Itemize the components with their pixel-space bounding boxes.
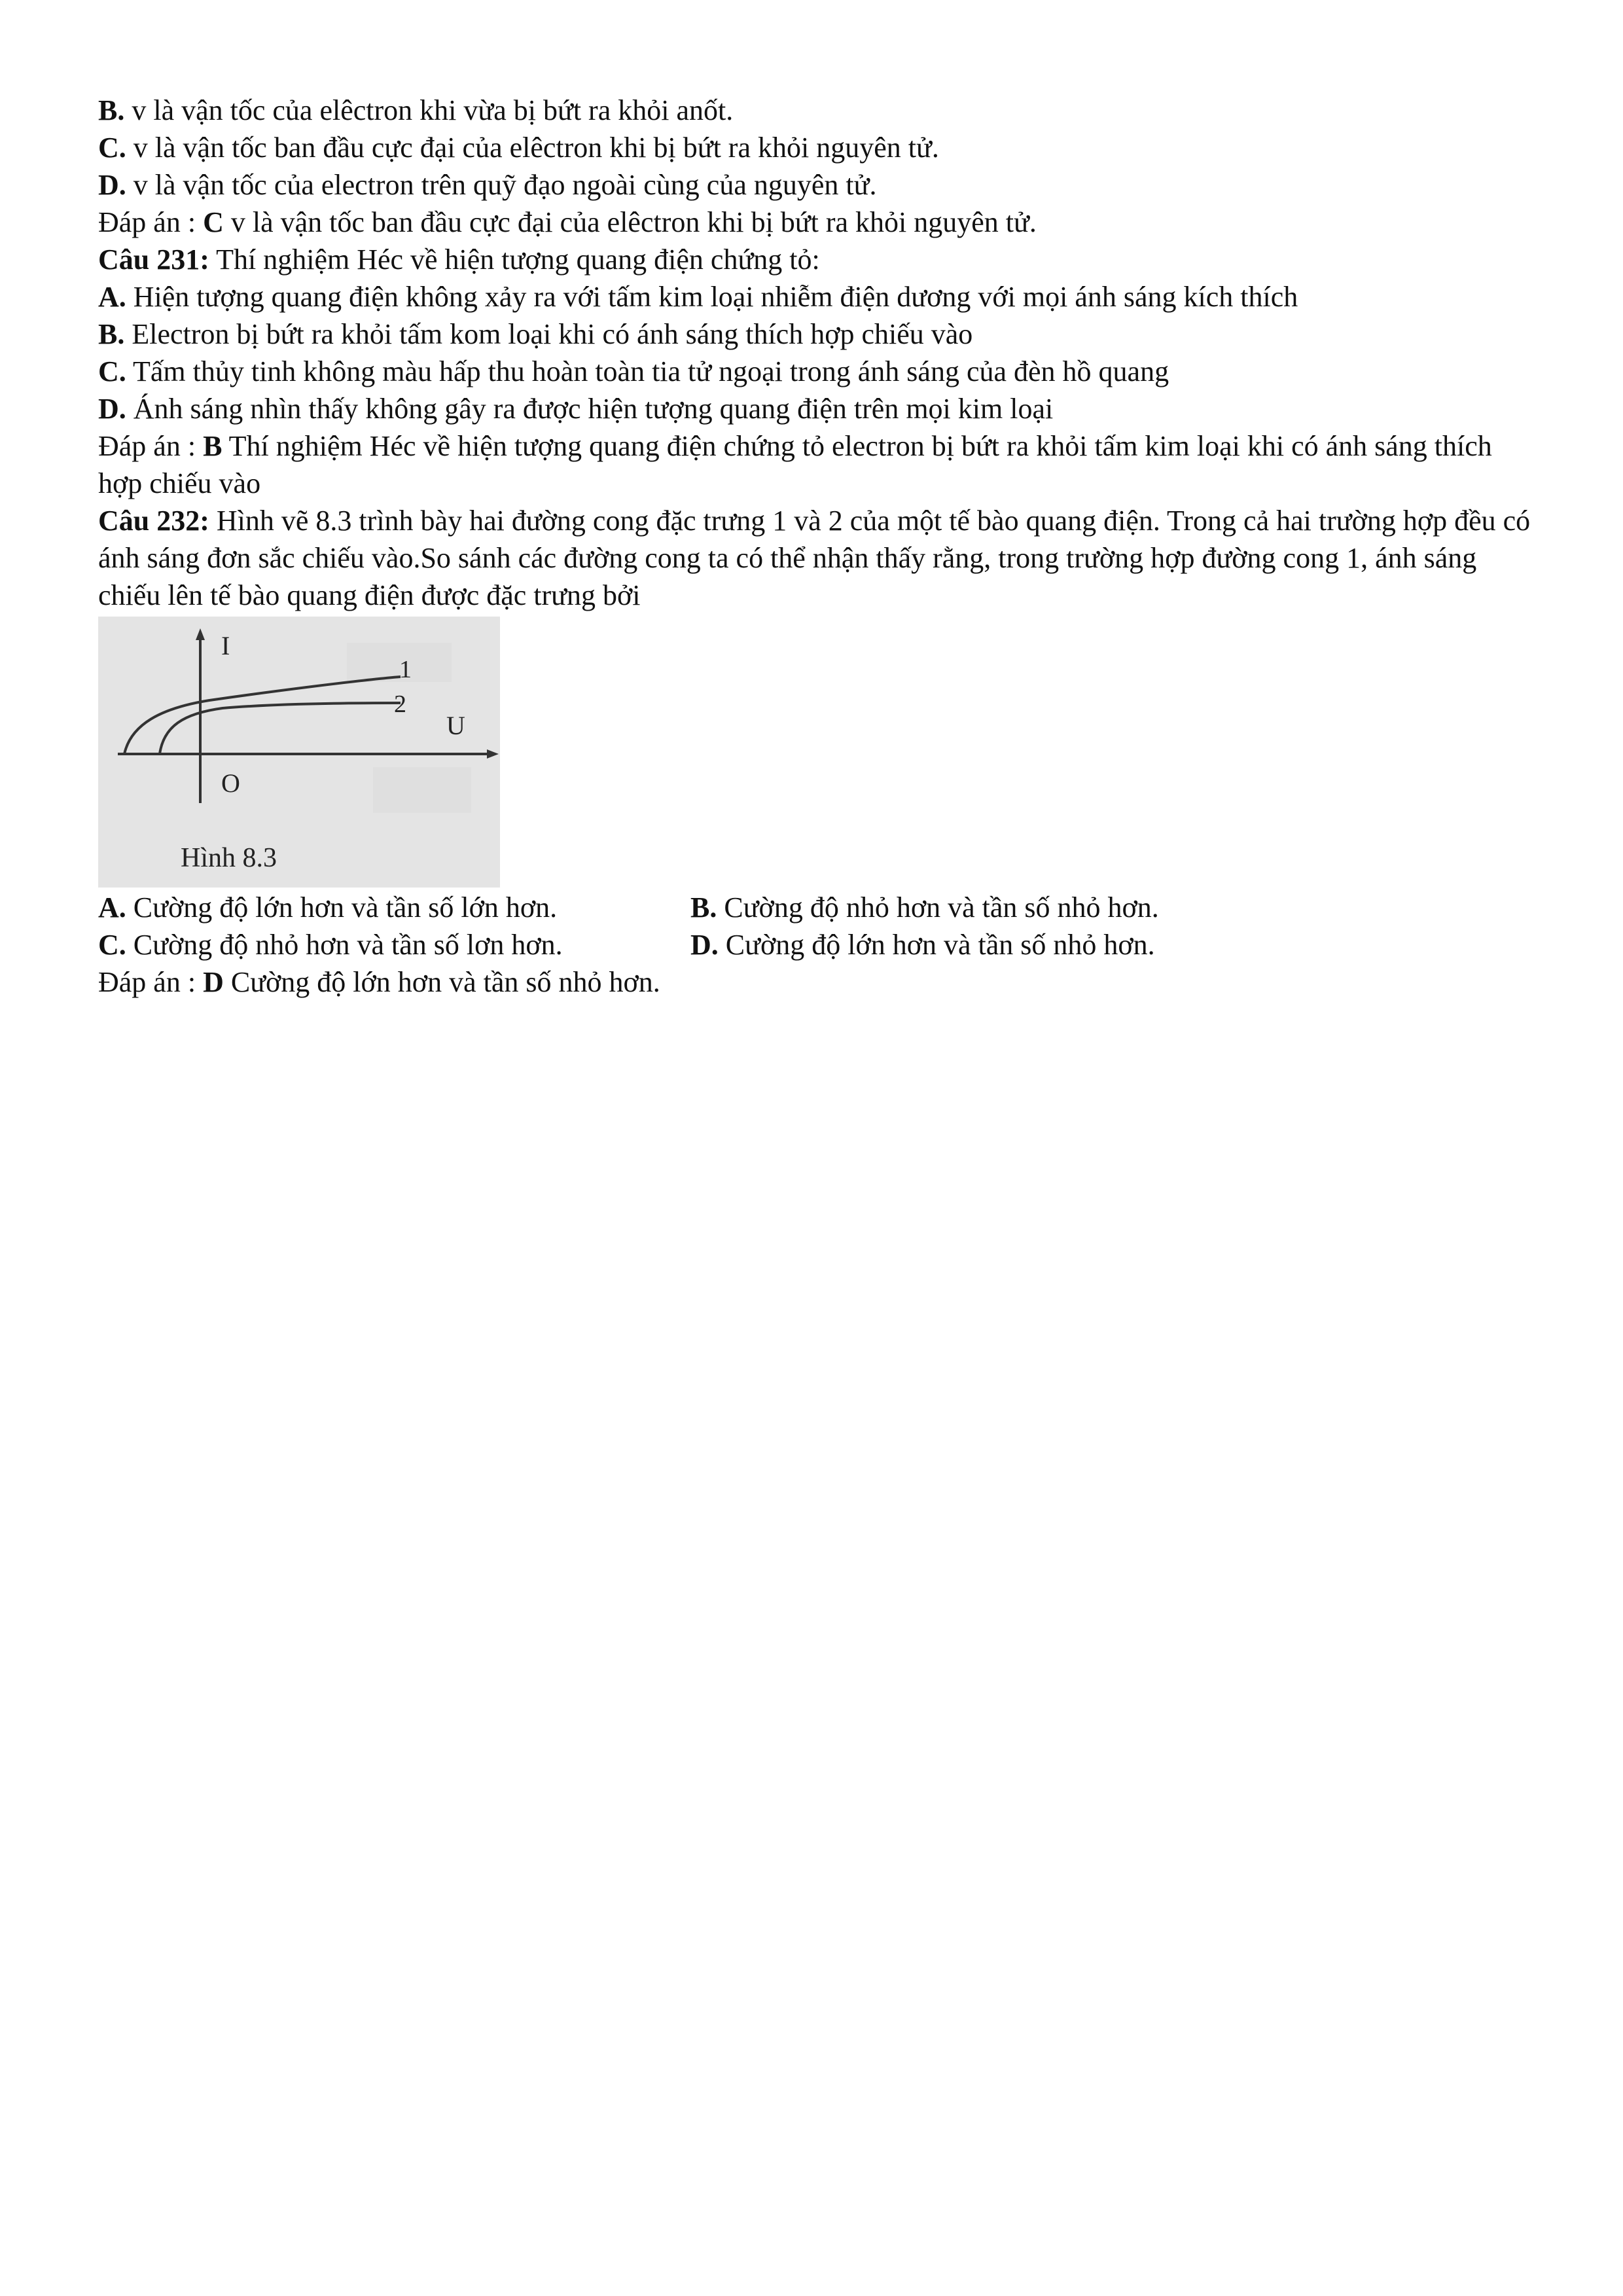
answer-letter: C — [203, 206, 224, 238]
option-letter: A. — [98, 891, 126, 924]
q232-question — [98, 502, 1538, 614]
q231-option-a — [98, 278, 1538, 315]
option-letter: D. — [98, 393, 126, 425]
option-letter: C. — [98, 929, 126, 961]
question-text: Hình vẽ 8.3 trình bày hai đường cong đặc trưng 1 và 2 của một tế bào quang điện. Trong cả hai trường hợp đều có ánh sáng đơn sắc chiếu vào.So sánh các đường cong ta có thể nhận thấy rằng, trong trường hợp đường cong 1, ánh sáng chiếu lên tế bào quang điện được đặc trưng bởi — [98, 505, 1531, 611]
option-text: v là vận tốc của electron trên quỹ đạo ngoài cùng của nguyên tử. — [126, 169, 877, 201]
figure-8-3 — [98, 617, 500, 888]
answer-text: Cường độ lớn hơn và tần số nhỏ hơn. — [223, 966, 660, 998]
q232-answer — [98, 963, 1538, 1001]
q232-options-row-2 — [98, 926, 1538, 963]
answer-prefix: Đáp án : — [98, 206, 204, 238]
figure-caption: Hình 8.3 — [181, 843, 277, 873]
curve-1-label: 1 — [399, 656, 412, 683]
option-text: Cường độ lớn hơn và tần số lớn hơn. — [126, 891, 558, 924]
answer-prefix: Đáp án : — [98, 430, 204, 462]
option-letter: B. — [98, 318, 125, 350]
answer-letter: D — [203, 966, 224, 998]
option-letter: A. — [98, 281, 126, 313]
option-letter: C. — [98, 355, 126, 387]
curve-2-label: 2 — [394, 691, 406, 718]
option-text: Cường độ nhỏ hơn và tần số lơn hơn. — [126, 929, 563, 961]
q230-answer — [98, 204, 1538, 241]
option-letter: C. — [98, 132, 126, 164]
option-letter: B. — [98, 94, 125, 126]
answer-text: v là vận tốc ban đầu cực đại của elêctron khi bị bứt ra khỏi nguyên tử. — [223, 206, 1037, 238]
option-text: v là vận tốc ban đầu cực đại của elêctron khi bị bứt ra khỏi nguyên tử. — [126, 132, 939, 164]
option-text: Cường độ nhỏ hơn và tần số nhỏ hơn. — [717, 891, 1159, 924]
answer-prefix: Đáp án : — [98, 966, 204, 998]
answer-letter: B — [203, 430, 223, 462]
q230-option-c — [98, 129, 1538, 166]
q231-option-b — [98, 315, 1538, 353]
q232-option-a — [98, 889, 690, 926]
origin-label: O — [221, 768, 240, 798]
q232-option-c — [98, 926, 690, 963]
option-letter: D. — [98, 169, 126, 201]
question-label: Câu 231: — [98, 243, 209, 276]
question-label: Câu 232: — [98, 505, 209, 537]
answer-text: Thí nghiệm Héc về hiện tượng quang điện chứng tỏ electron bị bứt ra khỏi tấm kim loại khi có ánh sáng thích hợp chiếu vào — [98, 430, 1492, 499]
iv-characteristic-graph — [98, 617, 500, 888]
q232-option-b — [690, 889, 1159, 926]
document-page — [98, 92, 1538, 1001]
option-text: Electron bị bứt ra khỏi tấm kom loại khi có ánh sáng thích hợp chiếu vào — [124, 318, 973, 350]
q231-answer — [98, 427, 1538, 502]
q231-question — [98, 241, 1538, 278]
option-text: v là vận tốc của elêctron khi vừa bị bứt ra khỏi anốt. — [124, 94, 734, 126]
option-letter: B. — [690, 891, 717, 924]
q230-option-d — [98, 166, 1538, 204]
q231-option-d — [98, 390, 1538, 427]
option-text: Tấm thủy tinh không màu hấp thu hoàn toàn tia tử ngoại trong ánh sáng của đèn hồ quang — [126, 355, 1169, 387]
x-axis-label: U — [446, 711, 465, 740]
q232-option-d — [690, 926, 1155, 963]
q230-option-b — [98, 92, 1538, 129]
option-text: Cường độ lớn hơn và tần số nhỏ hơn. — [718, 929, 1155, 961]
question-text: Thí nghiệm Héc về hiện tượng quang điện chứng tỏ: — [209, 243, 820, 276]
option-text: Ánh sáng nhìn thấy không gây ra được hiện tượng quang điện trên mọi kim loại — [126, 393, 1054, 425]
option-letter: D. — [690, 929, 719, 961]
y-axis-label: I — [221, 631, 230, 660]
option-text: Hiện tượng quang điện không xảy ra với tấm kim loại nhiễm điện dương với mọi ánh sáng kích thích — [126, 281, 1298, 313]
q232-options-row-1 — [98, 889, 1538, 926]
q231-option-c — [98, 353, 1538, 390]
